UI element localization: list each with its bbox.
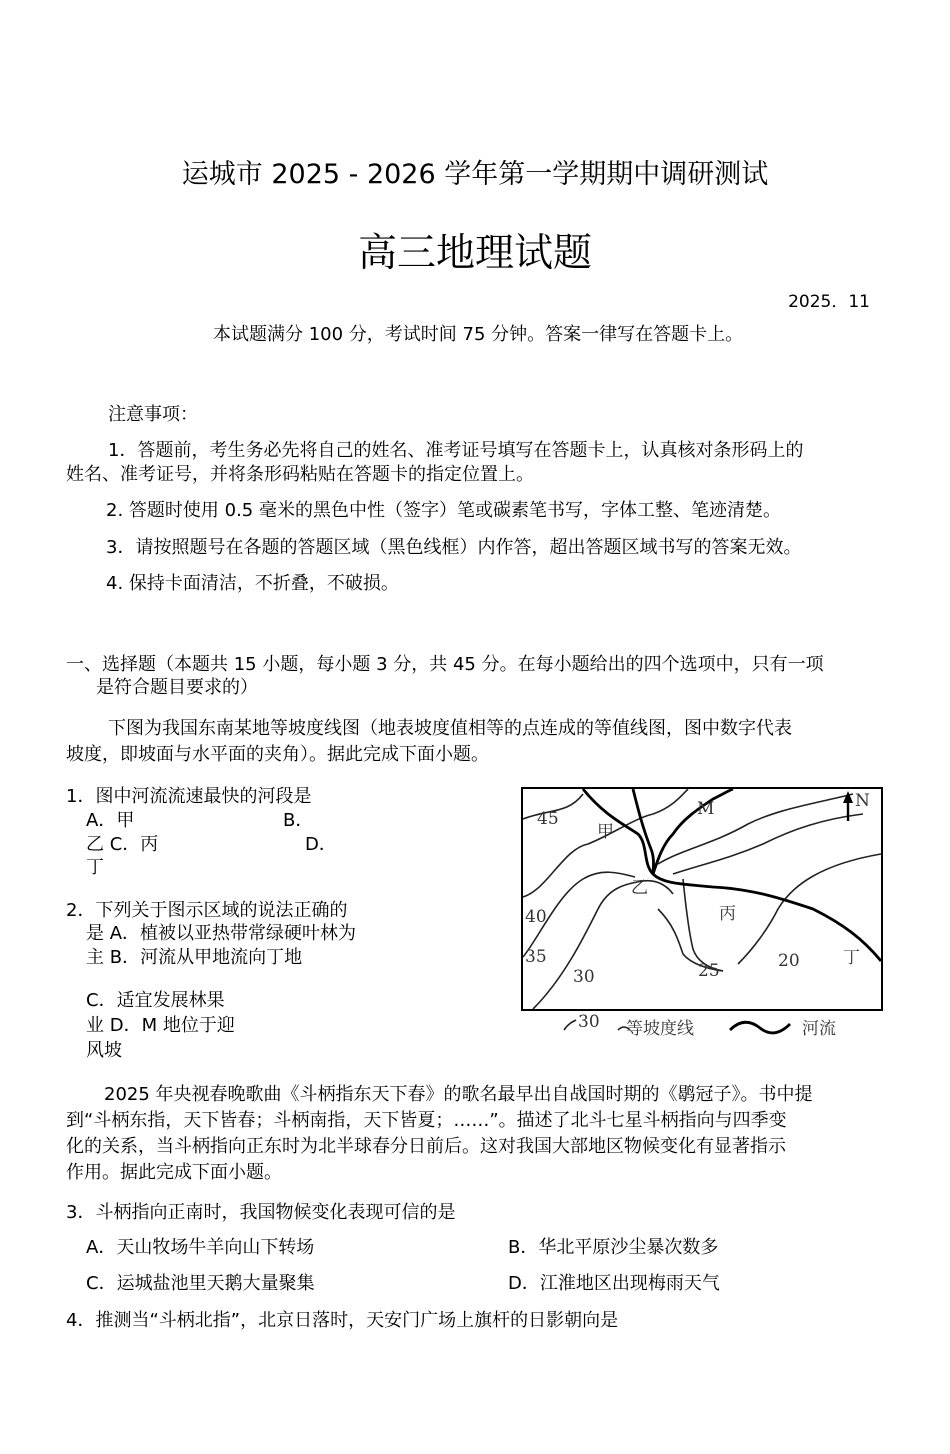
legend-river-label: 河流 <box>802 1019 836 1039</box>
subject-title: 高三地理试题 <box>357 231 592 276</box>
legend-contour-label: 等坡度线 <box>626 1019 694 1039</box>
q2-line-6: 风坡 <box>86 1040 122 1061</box>
intro-2-line-2: 到“斗柄东指，天下皆春；斗柄南指，天下皆夏；……”。描述了北斗七星斗柄指向与四季变 <box>66 1110 787 1131</box>
contour-25-b <box>683 879 723 971</box>
legend-river-icon <box>730 1022 790 1033</box>
place-label-bing: 丙 <box>719 904 736 924</box>
intro-2-line-1: 2025 年央视春晚歌曲《斗柄指东天下春》的歌名最早出自战国时期的《鹖冠子》。书中提 <box>104 1084 813 1105</box>
q3-option-a: A．天山牧场牛羊向山下转场 <box>86 1237 315 1258</box>
q1-option-line-3: 乙 C．丙 <box>86 834 159 855</box>
map-legend <box>560 1012 890 1042</box>
q1-option-line-5: 丁 <box>86 857 104 878</box>
notice-item-3: 3．请按照题号在各题的答题区域（黑色线框）内作答，超出答题区域书写的答案无效。 <box>106 537 802 558</box>
contour-label-20: 20 <box>778 951 800 971</box>
exam-date: 2025．11 <box>788 292 870 312</box>
q3-option-c: C．运城盐池里天鹅大量聚集 <box>86 1273 315 1294</box>
q1-option-a: A．甲 <box>86 810 135 831</box>
exam-title: 运城市 2025 - 2026 学年第一学期期中调研测试 <box>181 159 769 190</box>
exam-info: 本试题满分 100 分，考试时间 75 分钟。答案一律写在答题卡上。 <box>213 324 744 345</box>
contour-label-35: 35 <box>525 947 547 967</box>
legend-contour-number: 30 <box>578 1012 600 1032</box>
contour-label-40: 40 <box>525 907 547 927</box>
notice-item-1-line-2: 姓名、准考证号，并将条形码粘贴在答题卡的指定位置上。 <box>66 464 534 485</box>
q1-option-b-label: B． <box>283 810 314 831</box>
section-1-line-1: 一、选择题（本题共 15 小题，每小题 3 分，共 45 分。在每小题给出的四个选项中，只有一项 <box>66 654 824 675</box>
section-1-line-2: 是符合题目要求的） <box>96 677 258 698</box>
notice-item-4: 4. 保持卡面清洁，不折叠，不破损。 <box>106 573 399 594</box>
contour-30 <box>533 881 673 1009</box>
place-label-ding: 丁 <box>843 948 860 968</box>
intro-1-line-1: 下图为我国东南某地等坡度线图（地表坡度值相等的点连成的等值线图，图中数字代表 <box>108 718 792 739</box>
place-label-yi: 乙 <box>631 878 648 898</box>
contour-top-2 <box>673 814 863 874</box>
q2-line-3: 主 B．河流从甲地流向丁地 <box>86 947 303 968</box>
q2-line-1: 2．下列关于图示区域的说法正确的 <box>66 900 348 921</box>
q2-line-2: 是 A．植被以亚热带常绿硬叶林为 <box>86 923 357 944</box>
contour-label-45: 45 <box>537 809 559 829</box>
north-label: N <box>855 791 870 811</box>
contour-label-25: 25 <box>698 961 720 981</box>
q3-option-d: D．江淮地区出现梅雨天气 <box>508 1273 720 1294</box>
slope-contour-map <box>521 787 883 1011</box>
river-branch <box>653 789 733 874</box>
q1-stem: 1．图中河流流速最快的河段是 <box>66 786 312 807</box>
contour-top-1 <box>658 794 853 864</box>
q2-line-5: 业 D．M 地位于迎 <box>86 1015 235 1036</box>
contour-label-30: 30 <box>573 967 595 987</box>
q1-option-d-label: D． <box>305 834 337 855</box>
q3-option-b: B．华北平原沙尘暴次数多 <box>508 1237 719 1258</box>
notice-item-1-line-1: 1．答题前，考生务必先将自己的姓名、准考证号填写在答题卡上，认真核对条形码上的 <box>108 440 804 461</box>
legend-contour-icon <box>564 1020 576 1030</box>
notice-item-2: 2. 答题时使用 0.5 毫米的黑色中性（签字）笔或碳素笔书写，字体工整、笔迹清楚。 <box>106 500 781 521</box>
north-arrow-icon <box>843 791 853 803</box>
place-label-m: M <box>697 799 715 819</box>
place-label-jia: 甲 <box>597 822 614 842</box>
intro-2-line-3: 化的关系，当斗柄指向正东时为北半球春分日前后。这对我国大部地区物候变化有显著指示 <box>66 1136 786 1157</box>
q2-line-4: C．适宜发展林果 <box>86 990 225 1011</box>
intro-1-line-2: 坡度，即坡面与水平面的夹角）。据此完成下面小题。 <box>66 744 489 765</box>
intro-2-line-4: 作用。据此完成下面小题。 <box>66 1162 282 1183</box>
legend-symbols <box>560 1012 890 1042</box>
q3-stem: 3．斗柄指向正南时，我国物候变化表现可信的是 <box>66 1202 456 1223</box>
notice-heading: 注意事项： <box>108 404 198 425</box>
q4-stem: 4．推测当“斗柄北指”，北京日落时，天安门广场上旗杆的日影朝向是 <box>66 1310 619 1331</box>
